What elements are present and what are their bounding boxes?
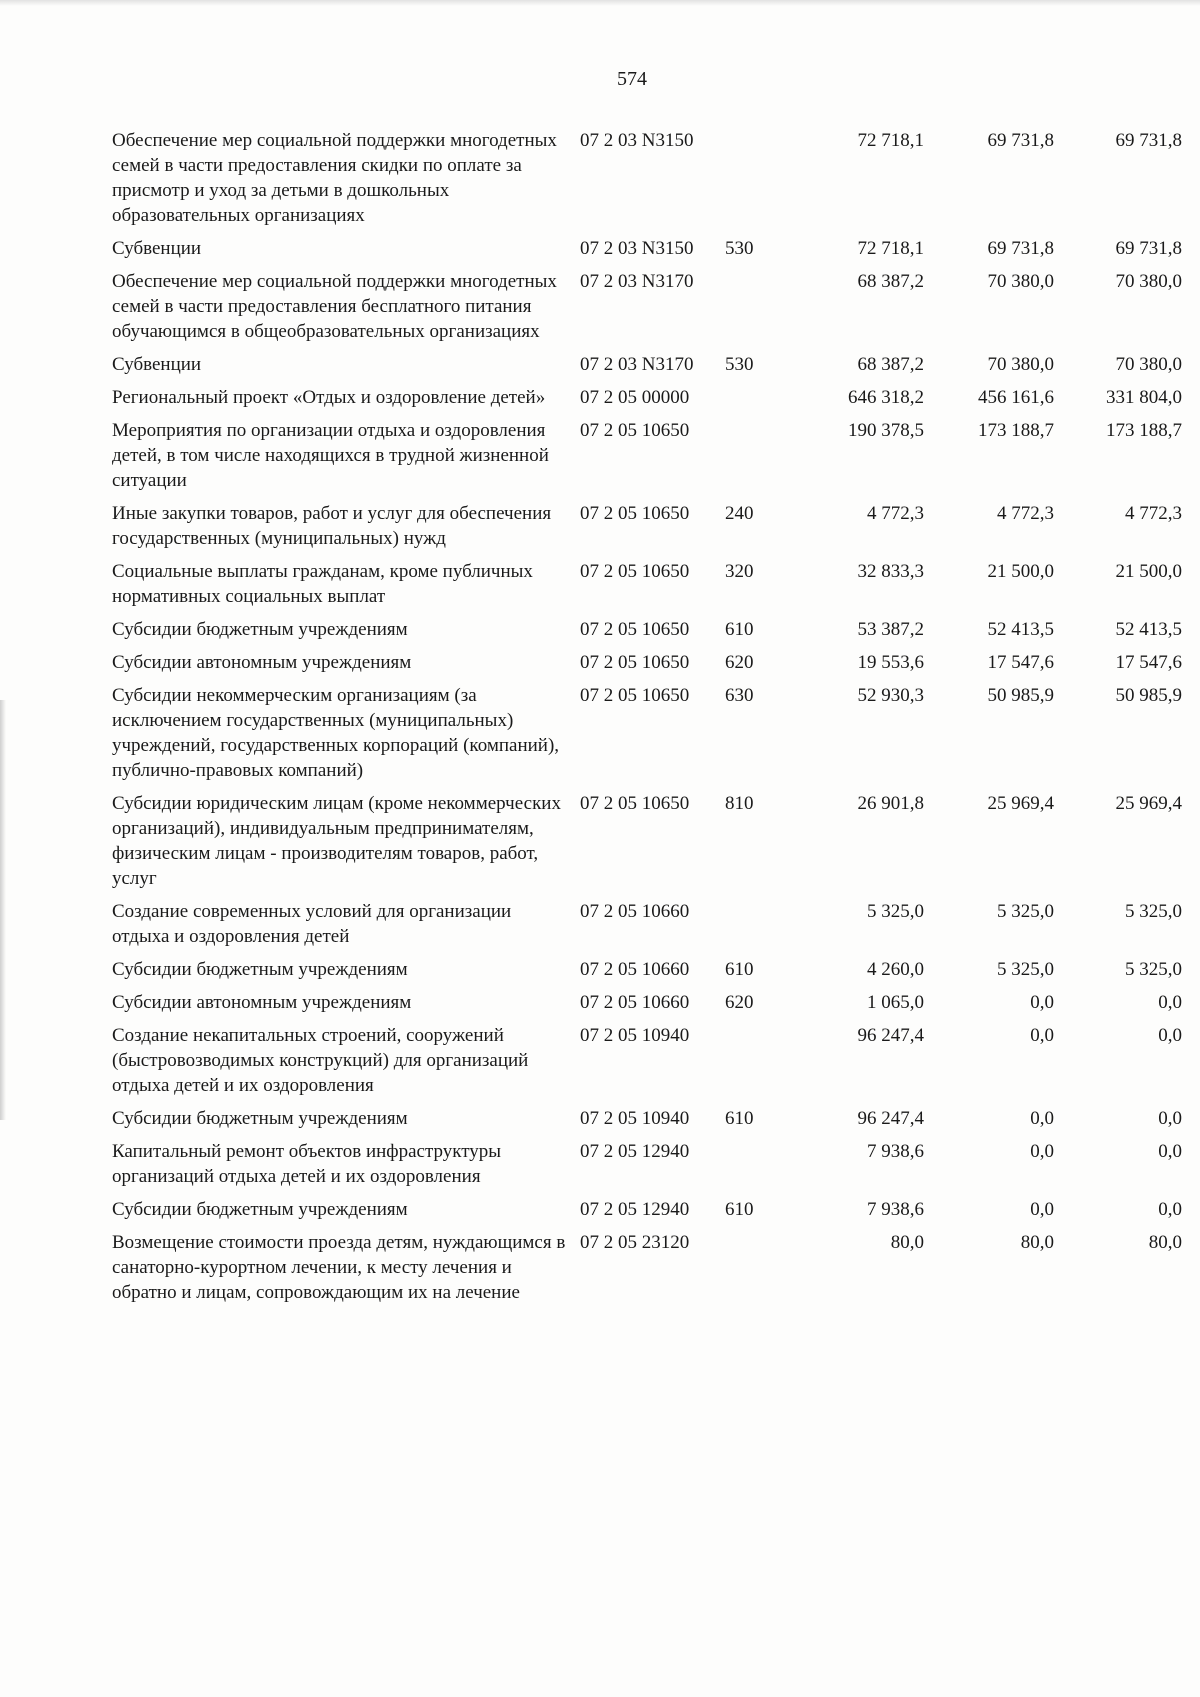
row-amount-3: 0,0 [1158, 1108, 1182, 1129]
row-expense-type: 240 [725, 503, 754, 524]
row-amount-1: 7 938,6 [867, 1199, 924, 1220]
row-amount-3: 69 731,8 [1115, 238, 1182, 259]
row-expense-type: 530 [725, 354, 754, 375]
table-row [112, 352, 1192, 377]
row-code: 07 2 05 10660 [580, 959, 690, 980]
row-expense-type: 610 [725, 959, 754, 980]
row-code: 07 2 05 10650 [580, 503, 690, 524]
row-code: 07 2 05 00000 [580, 387, 690, 408]
budget-table [112, 128, 1192, 1313]
row-code: 07 2 05 10650 [580, 619, 690, 640]
row-amount-3: 0,0 [1158, 1025, 1182, 1046]
row-amount-2: 0,0 [1030, 1025, 1054, 1046]
row-amount-1: 4 260,0 [867, 959, 924, 980]
row-amount-3: 69 731,8 [1115, 130, 1182, 151]
row-name: Субсидии юридическим лицам (кроме некоммерческих организаций), индивидуальным предпринимателям, физическим лицам - производителям товаров, работ, услуг [112, 793, 561, 889]
row-amount-3: 331 804,0 [1106, 387, 1182, 408]
row-name: Субсидии бюджетным учреждениям [112, 1199, 408, 1220]
row-amount-2: 5 325,0 [997, 901, 1054, 922]
row-amount-2: 25 969,4 [987, 793, 1054, 814]
row-amount-1: 26 901,8 [857, 793, 924, 814]
row-amount-2: 0,0 [1030, 1108, 1054, 1129]
row-name: Субсидии автономным учреждениям [112, 652, 412, 673]
row-code: 07 2 05 10940 [580, 1108, 690, 1129]
row-code: 07 2 05 10650 [580, 793, 690, 814]
row-amount-1: 190 378,5 [848, 420, 924, 441]
row-name: Субсидии бюджетным учреждениям [112, 1108, 408, 1129]
row-code: 07 2 03 N3170 [580, 354, 694, 375]
row-amount-3: 0,0 [1158, 1141, 1182, 1162]
table-row [112, 559, 1192, 609]
row-amount-1: 52 930,3 [857, 685, 924, 706]
row-amount-1: 32 833,3 [857, 561, 924, 582]
row-name: Субсидии автономным учреждениям [112, 992, 412, 1013]
table-row [112, 236, 1192, 261]
page-number: 574 [617, 68, 647, 90]
table-row [112, 1139, 1192, 1189]
row-amount-1: 72 718,1 [857, 238, 924, 259]
row-amount-2: 70 380,0 [987, 271, 1054, 292]
row-amount-1: 96 247,4 [857, 1108, 924, 1129]
row-expense-type: 610 [725, 619, 754, 640]
table-row [112, 1197, 1192, 1222]
row-amount-1: 1 065,0 [867, 992, 924, 1013]
row-amount-1: 68 387,2 [857, 271, 924, 292]
row-name: Обеспечение мер социальной поддержки многодетных семей в части предоставления бесплатного питания обучающимся в общеобразовательных организациях [112, 271, 557, 342]
row-amount-2: 0,0 [1030, 1141, 1054, 1162]
row-code: 07 2 05 10650 [580, 685, 690, 706]
row-expense-type: 620 [725, 652, 754, 673]
scan-edge [0, 0, 1200, 6]
table-row [112, 269, 1192, 344]
row-amount-1: 19 553,6 [857, 652, 924, 673]
table-row [112, 791, 1192, 891]
row-code: 07 2 03 N3170 [580, 271, 694, 292]
row-code: 07 2 03 N3150 [580, 238, 694, 259]
row-name: Обеспечение мер социальной поддержки многодетных семей в части предоставления скидки по оплате за присмотр и уход за детьми в дошкольных образовательных организациях [112, 130, 557, 226]
row-name: Возмещение стоимости проезда детям, нуждающимся в санаторно-курортном лечении, к месту лечения и обратно и лицам, сопровождающим их на лечение [112, 1232, 566, 1303]
row-code: 07 2 05 10660 [580, 901, 690, 922]
table-row [112, 1023, 1192, 1098]
table-row [112, 418, 1192, 493]
table-row [112, 128, 1192, 228]
row-code: 07 2 05 10940 [580, 1025, 690, 1046]
row-name: Субсидии бюджетным учреждениям [112, 619, 408, 640]
table-row [112, 385, 1192, 410]
row-name: Капитальный ремонт объектов инфраструктуры организаций отдыха детей и их оздоровления [112, 1141, 502, 1187]
table-row [112, 990, 1192, 1015]
row-amount-3: 52 413,5 [1115, 619, 1182, 640]
row-amount-1: 7 938,6 [867, 1141, 924, 1162]
row-amount-2: 456 161,6 [978, 387, 1054, 408]
scan-edge [0, 700, 6, 1120]
row-amount-3: 5 325,0 [1125, 901, 1182, 922]
row-amount-2: 69 731,8 [987, 238, 1054, 259]
row-name: Региональный проект «Отдых и оздоровление детей» [112, 387, 546, 408]
row-code: 07 2 03 N3150 [580, 130, 694, 151]
row-expense-type: 320 [725, 561, 754, 582]
table-row [112, 1106, 1192, 1131]
row-amount-3: 17 547,6 [1115, 652, 1182, 673]
row-code: 07 2 05 10650 [580, 420, 690, 441]
row-expense-type: 630 [725, 685, 754, 706]
row-amount-2: 0,0 [1030, 1199, 1054, 1220]
row-amount-2: 21 500,0 [987, 561, 1054, 582]
row-amount-1: 96 247,4 [857, 1025, 924, 1046]
row-name: Создание современных условий для организации отдыха и оздоровления детей [112, 901, 512, 947]
row-expense-type: 530 [725, 238, 754, 259]
table-row [112, 650, 1192, 675]
table-row [112, 617, 1192, 642]
row-name: Создание некапитальных строений, сооружений (быстровозводимых конструкций) для организаций отдыха детей и их оздоровления [112, 1025, 529, 1096]
row-amount-2: 52 413,5 [987, 619, 1054, 640]
row-amount-2: 4 772,3 [997, 503, 1054, 524]
row-amount-1: 72 718,1 [857, 130, 924, 151]
row-code: 07 2 05 10650 [580, 561, 690, 582]
row-amount-1: 5 325,0 [867, 901, 924, 922]
row-name: Иные закупки товаров, работ и услуг для обеспечения государственных (муниципальных) нужд [112, 503, 552, 549]
row-name: Субвенции [112, 354, 202, 375]
row-amount-2: 50 985,9 [987, 685, 1054, 706]
row-amount-1: 68 387,2 [857, 354, 924, 375]
row-expense-type: 620 [725, 992, 754, 1013]
row-expense-type: 610 [725, 1108, 754, 1129]
row-code: 07 2 05 23120 [580, 1232, 690, 1253]
row-amount-2: 70 380,0 [987, 354, 1054, 375]
row-name: Субсидии бюджетным учреждениям [112, 959, 408, 980]
row-expense-type: 610 [725, 1199, 754, 1220]
row-amount-2: 80,0 [1020, 1232, 1054, 1253]
table-row [112, 899, 1192, 949]
row-name: Мероприятия по организации отдыха и оздоровления детей, в том числе находящихся в трудной жизненной ситуации [112, 420, 549, 491]
row-amount-3: 80,0 [1148, 1232, 1182, 1253]
row-amount-3: 70 380,0 [1115, 354, 1182, 375]
row-amount-2: 69 731,8 [987, 130, 1054, 151]
row-amount-3: 173 188,7 [1106, 420, 1182, 441]
table-row [112, 957, 1192, 982]
row-amount-3: 0,0 [1158, 992, 1182, 1013]
row-amount-1: 4 772,3 [867, 503, 924, 524]
row-amount-3: 70 380,0 [1115, 271, 1182, 292]
row-amount-2: 0,0 [1030, 992, 1054, 1013]
row-amount-1: 646 318,2 [848, 387, 924, 408]
row-amount-3: 0,0 [1158, 1199, 1182, 1220]
table-row [112, 1230, 1192, 1305]
row-name: Субсидии некоммерческим организациям (за исключением государственных (муниципальных) учреждений, государственных корпораций (компаний), публично-правовых компаний) [112, 685, 560, 781]
row-amount-1: 53 387,2 [857, 619, 924, 640]
row-amount-3: 4 772,3 [1125, 503, 1182, 524]
row-amount-2: 5 325,0 [997, 959, 1054, 980]
row-amount-1: 80,0 [890, 1232, 924, 1253]
table-row [112, 501, 1192, 551]
row-code: 07 2 05 10660 [580, 992, 690, 1013]
row-amount-3: 25 969,4 [1115, 793, 1182, 814]
row-code: 07 2 05 12940 [580, 1141, 690, 1162]
row-name: Субвенции [112, 238, 202, 259]
row-code: 07 2 05 12940 [580, 1199, 690, 1220]
row-amount-3: 50 985,9 [1115, 685, 1182, 706]
row-name: Социальные выплаты гражданам, кроме публичных нормативных социальных выплат [112, 561, 533, 607]
table-row [112, 683, 1192, 783]
row-expense-type: 810 [725, 793, 754, 814]
row-amount-2: 17 547,6 [987, 652, 1054, 673]
row-amount-3: 5 325,0 [1125, 959, 1182, 980]
row-amount-2: 173 188,7 [978, 420, 1054, 441]
row-code: 07 2 05 10650 [580, 652, 690, 673]
row-amount-3: 21 500,0 [1115, 561, 1182, 582]
